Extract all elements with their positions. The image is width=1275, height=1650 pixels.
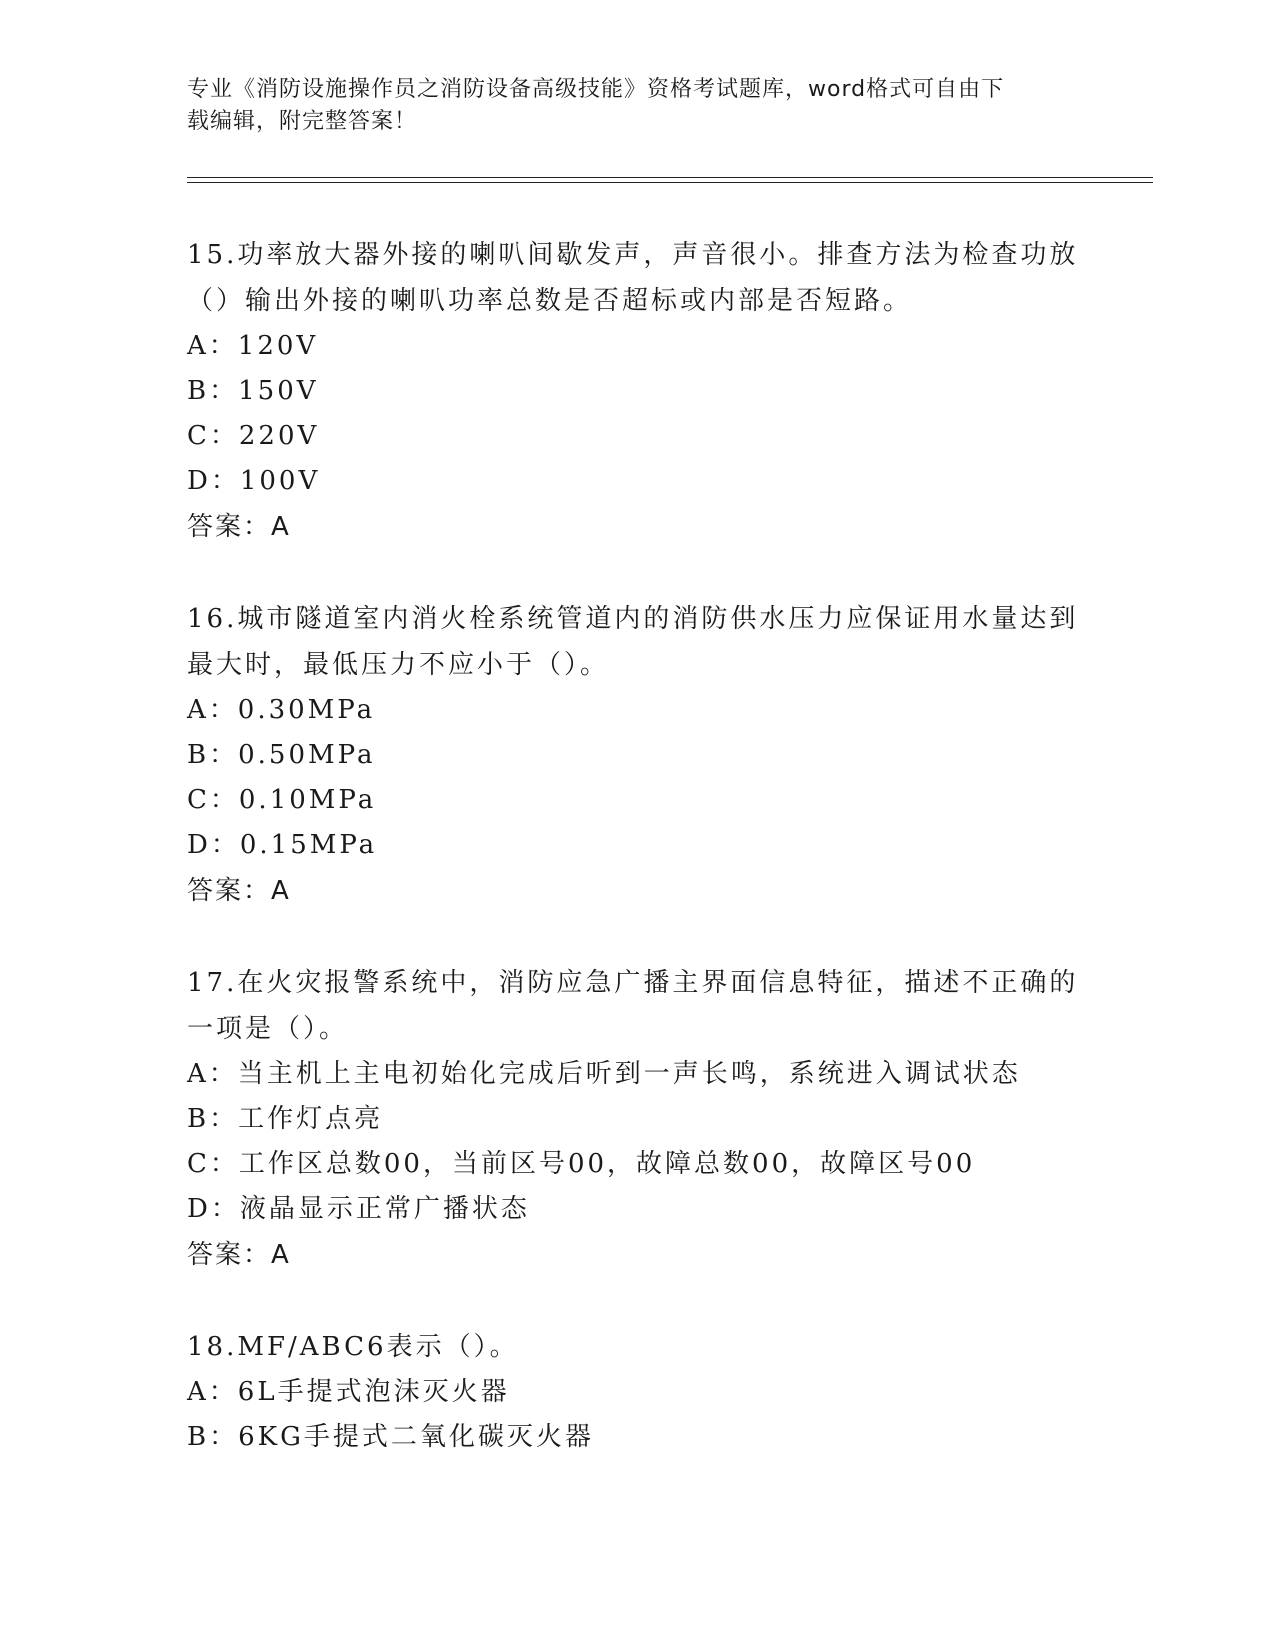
header-line-1: 专业《消防设施操作员之消防设备高级技能》资格考试题库，word格式可自由下 <box>187 77 1005 102</box>
option-b: B：工作灯点亮 <box>187 1104 384 1134</box>
question-stem-line: 18.MF/ABC6表示（）。 <box>187 1332 519 1362</box>
option-d: D：100V <box>187 466 321 496</box>
question-16 <box>187 596 1087 914</box>
header-divider-bottom <box>187 182 1153 183</box>
option-b: B：150V <box>187 376 319 406</box>
option-b: B：0.50MPa <box>187 740 376 770</box>
option-b: B：6KG手提式二氧化碳灭火器 <box>187 1422 594 1452</box>
document-header <box>187 74 1067 138</box>
option-a: A：0.30MPa <box>187 695 376 725</box>
answer: 答案：A <box>187 876 291 906</box>
option-c: C：220V <box>187 421 320 451</box>
question-stem-line: 最大时，最低压力不应小于（）。 <box>187 650 610 680</box>
question-stem-line: 17.在火灾报警系统中，消防应急广播主界面信息特征，描述不正确的 <box>187 968 1079 998</box>
option-c: C：0.10MPa <box>187 785 377 815</box>
option-d: D：0.15MPa <box>187 830 378 860</box>
question-stem-line: （）输出外接的喇叭功率总数是否超标或内部是否短路。 <box>187 286 913 316</box>
question-15 <box>187 232 1087 550</box>
header-divider-top <box>187 177 1153 178</box>
header-line-2: 载编辑，附完整答案！ <box>187 109 418 134</box>
question-17 <box>187 960 1087 1278</box>
option-a: A：120V <box>187 331 319 361</box>
question-list <box>187 232 1087 1506</box>
option-d: D：液晶显示正常广播状态 <box>187 1194 530 1224</box>
answer: 答案：A <box>187 512 291 542</box>
question-stem-line: 一项是（）。 <box>187 1014 349 1044</box>
option-a: A：当主机上主电初始化完成后听到一声长鸣，系统进入调试状态 <box>187 1059 1021 1089</box>
question-stem-line: 16.城市隧道室内消火栓系统管道内的消防供水压力应保证用水量达到 <box>187 604 1079 634</box>
question-18 <box>187 1324 1087 1460</box>
answer: 答案：A <box>187 1240 291 1270</box>
option-a: A：6L手提式泡沫灭火器 <box>187 1377 510 1407</box>
question-stem-line: 15.功率放大器外接的喇叭间歇发声，声音很小。排查方法为检查功放 <box>187 240 1079 270</box>
option-c: C：工作区总数00，当前区号00，故障总数00，故障区号00 <box>187 1149 976 1179</box>
